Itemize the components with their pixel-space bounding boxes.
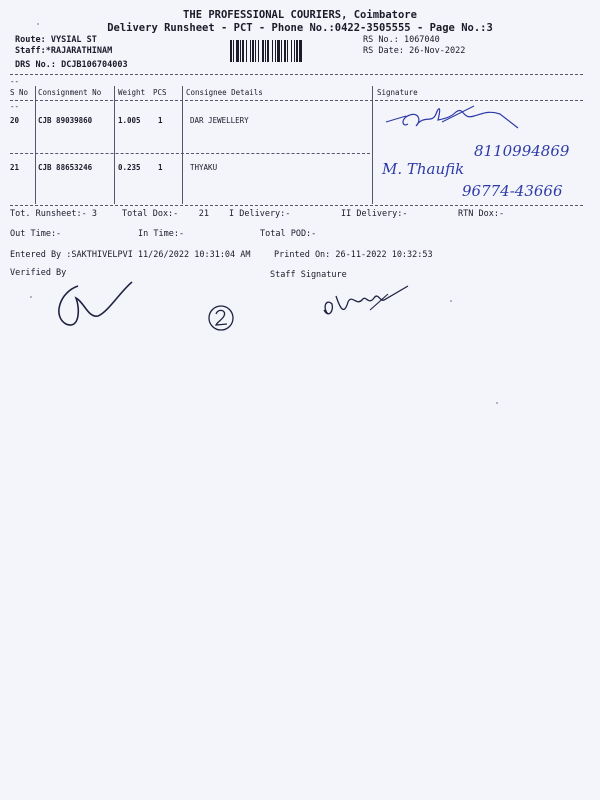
drs-value: DCJB106704003 <box>61 60 128 70</box>
out-time: Out Time:- <box>10 229 62 239</box>
row-1-consignment: CJB 89039860 <box>38 116 93 125</box>
circled-mark <box>205 302 239 334</box>
rs-date-value: 26-Nov-2022 <box>409 46 466 56</box>
route-line <box>15 35 97 45</box>
tot-runsheet: Tot. Runsheet:- 3 <box>10 209 97 219</box>
scan-speck <box>30 296 32 298</box>
total-dox-value: 21 <box>198 209 210 219</box>
row-1-pcs: 1 <box>158 116 163 125</box>
drs-label: DRS No.: <box>15 60 56 70</box>
route-value: VYSIAL ST <box>50 35 97 45</box>
row-1-signature <box>378 100 528 142</box>
scan-speck <box>450 300 452 302</box>
in-time: In Time:- <box>138 229 185 239</box>
row-1-sno: 20 <box>10 116 20 125</box>
row-2-pcs: 1 <box>158 163 163 172</box>
printed-on: Printed On: 26-11-2022 10:32:53 <box>274 250 433 260</box>
ii-delivery: II Delivery:- <box>341 209 408 219</box>
col-divider <box>114 86 115 204</box>
runsheet-subtitle: Delivery Runsheet - PCT - Phone No.:0422-3505555 - Page No.:3 <box>107 22 493 34</box>
separator-top <box>10 74 583 75</box>
dash-marker-header: -- <box>10 77 20 86</box>
col-divider <box>35 86 36 204</box>
rs-date-label: RS Date: <box>363 46 404 56</box>
drs-line <box>15 60 128 70</box>
route-label: Route: <box>15 35 46 45</box>
scan-speck <box>496 402 498 404</box>
col-header-weight: Weight <box>118 88 146 97</box>
staff-line <box>15 46 112 56</box>
staff-label: Staff: <box>15 46 46 56</box>
rs-no-label: RS No.: <box>363 35 399 45</box>
col-header-consignment: Consignment No <box>38 88 102 97</box>
row-2-consignment: CJB 88653246 <box>38 163 93 172</box>
total-pod: Total POD:- <box>260 229 317 239</box>
row-1-weight: 1.005 <box>118 116 141 125</box>
col-header-signature: Signature <box>377 88 418 97</box>
rs-no-line <box>363 35 440 45</box>
col-divider <box>182 86 183 204</box>
staff-signature-label: Staff Signature <box>270 270 347 280</box>
scan-speck <box>37 23 39 25</box>
rs-date-line <box>363 46 465 56</box>
dash-marker-row: -- <box>10 102 20 111</box>
col-header-consignee: Consignee Details <box>186 88 263 97</box>
row-2-sno: 21 <box>10 163 20 172</box>
row-2-weight: 0.235 <box>118 163 141 172</box>
verified-by-signature <box>50 272 140 332</box>
handwritten-name-2: M. Thaufik <box>382 160 465 178</box>
col-header-sno: S No <box>10 88 29 97</box>
handwritten-phone-2: 96774-43666 <box>462 182 563 200</box>
company-title: THE PROFESSIONAL COURIERS, Coimbatore <box>183 9 417 21</box>
handwritten-phone-1: 8110994869 <box>474 142 570 160</box>
verified-by-label: Verified By <box>10 268 67 278</box>
total-dox-label: Total Dox:- <box>122 209 179 219</box>
staff-signature <box>318 280 414 324</box>
rs-no-value: 1067040 <box>403 35 440 45</box>
col-header-pcs: PCS <box>153 88 167 97</box>
i-delivery: I Delivery:- <box>229 209 291 219</box>
total-dox <box>122 209 209 219</box>
entered-by: Entered By :SAKTHIVELPVI 11/26/2022 10:31:04 AM <box>10 250 251 260</box>
separator-bottom <box>10 205 583 206</box>
barcode-image <box>230 40 355 62</box>
rtn-dox: RTN Dox:- <box>458 209 505 219</box>
row-2-consignee: THYAKU <box>190 163 218 172</box>
row-1-consignee: DAR JEWELLERY <box>190 116 249 125</box>
staff-value: *RAJARATHINAM <box>45 46 113 56</box>
col-divider <box>372 86 373 204</box>
separator-row <box>10 153 370 154</box>
